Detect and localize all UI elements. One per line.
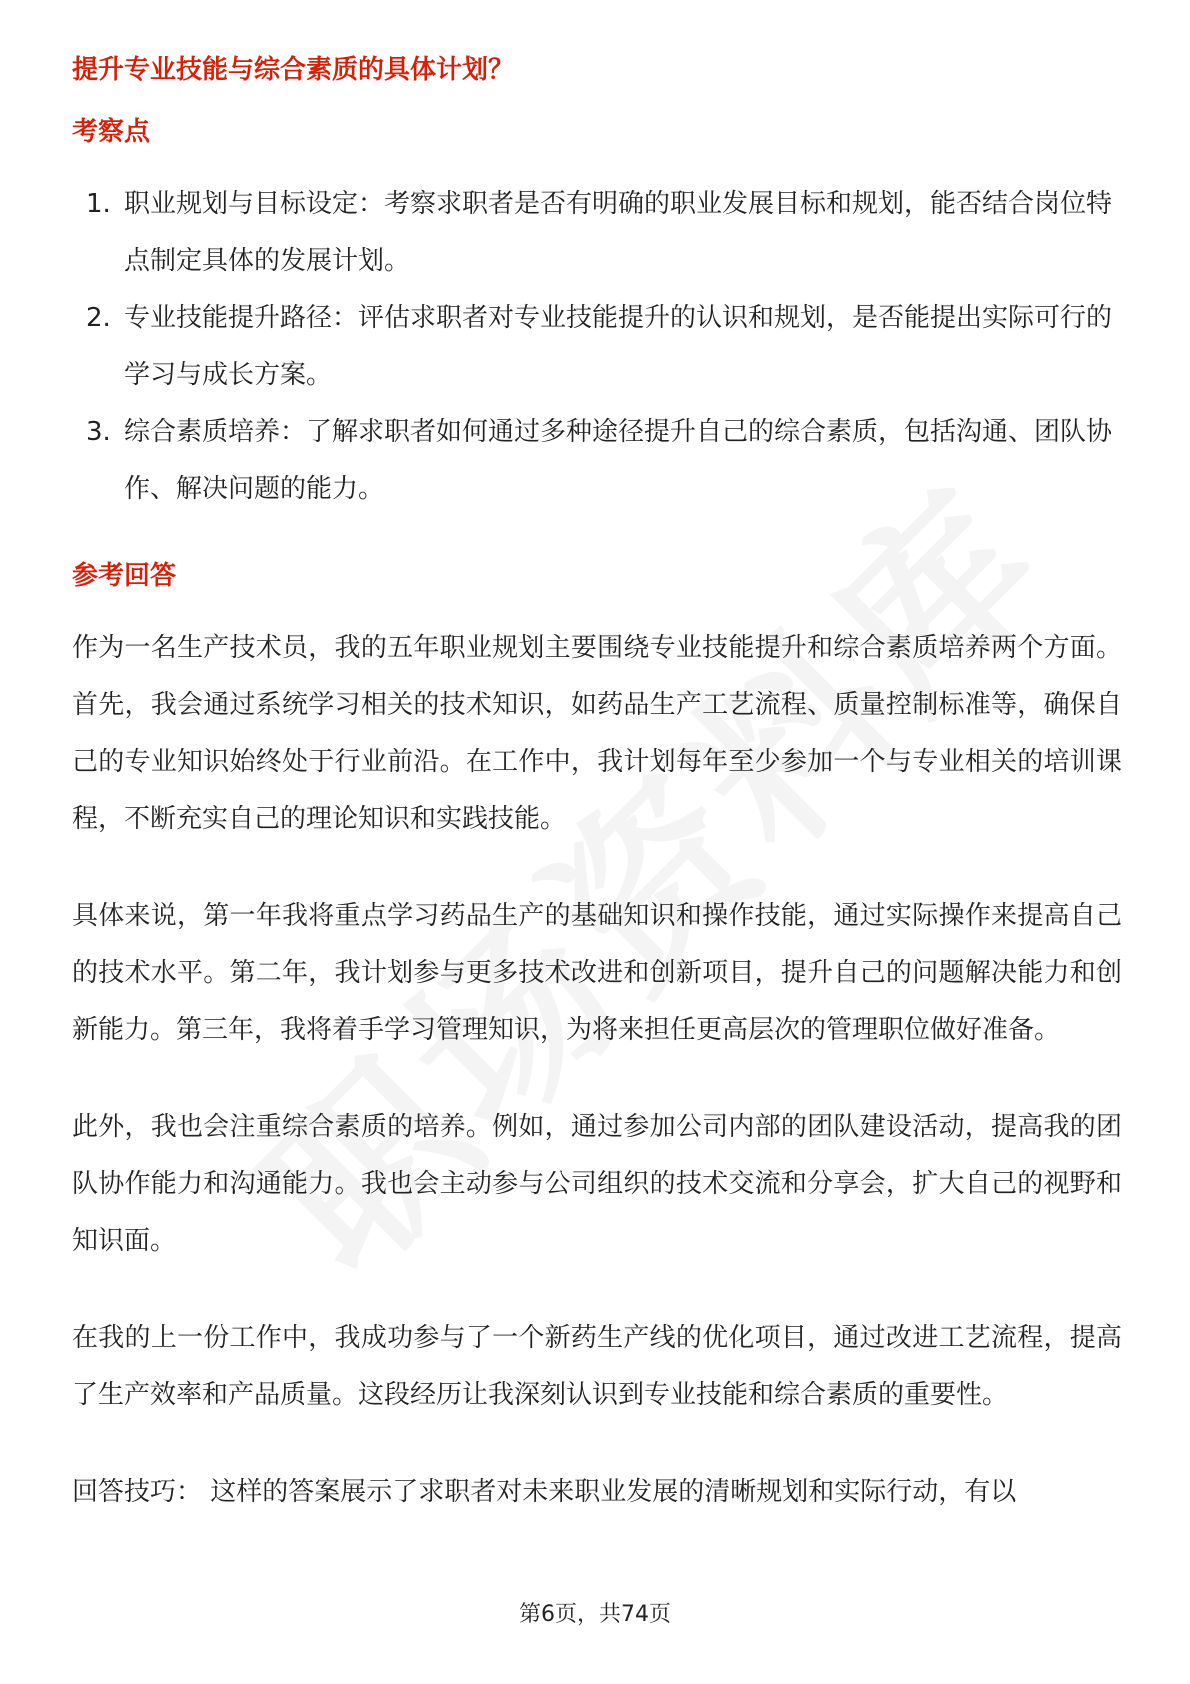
- list-item-text: 综合素质培养：了解求职者如何通过多种途径提升自己的综合素质，包括沟通、团队协作、解决问题的能力。: [124, 417, 1113, 504]
- answer-tip: 回答技巧： 这样的答案展示了求职者对未来职业发展的清晰规划和实际行动，有以: [72, 1477, 1017, 1507]
- list-item-text: 专业技能提升路径：评估求职者对专业技能提升的认识和规划，是否能提出实际可行的学习与成长方案。: [124, 303, 1113, 390]
- answer-paragraph: 在我的上一份工作中，我成功参与了一个新药生产线的优化项目，通过改进工艺流程，提高了生产效率和产品质量。这段经历让我深刻认识到专业技能和综合素质的重要性。: [72, 1323, 1122, 1410]
- document-content: [72, 52, 1122, 1521]
- list-item: [72, 176, 1122, 290]
- list-item-number: 3.: [86, 417, 111, 447]
- page-title: 提升专业技能与综合素质的具体计划？: [72, 55, 515, 85]
- list-item-number: 2.: [86, 303, 111, 333]
- list-item: [72, 290, 1122, 404]
- considerations-heading: 考察点: [72, 117, 151, 147]
- list-item-number: 1.: [86, 189, 111, 219]
- answer-paragraph: 作为一名生产技术员，我的五年职业规划主要围绕专业技能提升和综合素质培养两个方面。首先，我会通过系统学习相关的技术知识，如药品生产工艺流程、质量控制标准等，确保自己的专业知识始终处于行业前沿。在工作中，我计划每年至少参加一个与专业相关的培训课程，不断充实自己的理论知识和实践技能。: [72, 633, 1122, 834]
- answer-heading: 参考回答: [72, 561, 177, 591]
- page-footer: 第6页，共74页: [519, 1602, 671, 1627]
- list-item-text: 职业规划与目标设定：考察求职者是否有明确的职业发展目标和规划，能否结合岗位特点制定具体的发展计划。: [124, 189, 1113, 276]
- answer-paragraph: 具体来说，第一年我将重点学习药品生产的基础知识和操作技能，通过实际操作来提高自己的技术水平。第二年，我计划参与更多技术改进和创新项目，提升自己的问题解决能力和创新能力。第三年，我将着手学习管理知识，为将来担任更高层次的管理职位做好准备。: [72, 901, 1122, 1045]
- answer-paragraph: 此外，我也会注重综合素质的培养。例如，通过参加公司内部的团队建设活动，提高我的团队协作能力和沟通能力。我也会主动参与公司组织的技术交流和分享会，扩大自己的视野和知识面。: [72, 1112, 1122, 1256]
- considerations-list: [72, 176, 1122, 518]
- list-item: [72, 404, 1122, 518]
